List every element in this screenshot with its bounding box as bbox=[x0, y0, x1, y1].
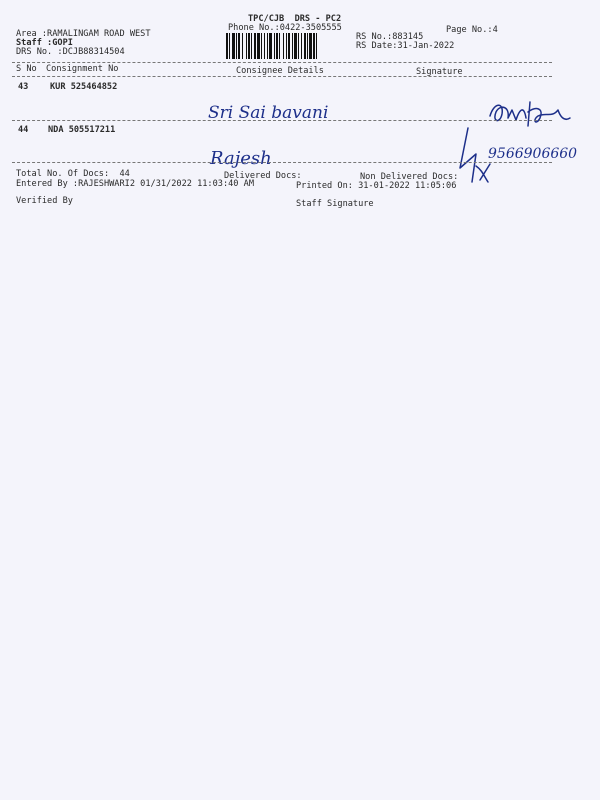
delivered-docs: Delivered Docs: bbox=[224, 171, 302, 181]
printed-on: Printed On: 31-01-2022 11:05:06 bbox=[296, 181, 457, 191]
page-number: Page No.:4 bbox=[446, 25, 498, 35]
report-title: TPC/CJB DRS - PC2 bbox=[248, 14, 342, 24]
area-field: Area :RAMALINGAM ROAD WEST bbox=[16, 29, 151, 39]
verified-by: Verified By bbox=[16, 196, 73, 206]
drs-number: DRS No. :DCJB88314504 bbox=[16, 47, 125, 57]
divider bbox=[12, 76, 552, 77]
phone-number: Phone No.:0422-3505555 bbox=[228, 23, 342, 33]
handwritten-signature-43 bbox=[486, 96, 576, 136]
col-consignment-no: Consignment No bbox=[46, 64, 119, 74]
handwritten-consignee-44 bbox=[210, 146, 320, 172]
row-44-consignment: NDA 505517211 bbox=[48, 125, 116, 135]
row-44-sno: 44 bbox=[18, 125, 29, 135]
divider bbox=[12, 62, 552, 63]
col-sno: S No bbox=[16, 64, 37, 74]
divider bbox=[12, 120, 552, 121]
col-consignee-details: Consignee Details bbox=[236, 66, 324, 76]
svg-text:Sri Sai bavani: Sri Sai bavani bbox=[208, 103, 329, 123]
svg-text:9566906660: 9566906660 bbox=[488, 146, 578, 162]
non-delivered-docs: Non Delivered Docs: bbox=[360, 172, 459, 182]
svg-text:Rajesh: Rajesh bbox=[210, 148, 272, 169]
divider bbox=[12, 162, 552, 163]
rs-number: RS No.:883145 bbox=[356, 32, 424, 42]
row-43-consignment: KUR 525464852 bbox=[50, 82, 118, 92]
entered-by: Entered By :RAJESHWARI2 01/31/2022 11:03:40 AM bbox=[16, 179, 254, 189]
rs-date: RS Date:31-Jan-2022 bbox=[356, 41, 455, 51]
barcode bbox=[226, 33, 348, 59]
staff-signature: Staff Signature bbox=[296, 199, 374, 209]
handwritten-consignee-43 bbox=[208, 100, 388, 128]
staff-field: Staff :GOPI bbox=[16, 38, 73, 48]
total-docs: Total No. Of Docs: 44 bbox=[16, 169, 130, 179]
row-43-sno: 43 bbox=[18, 82, 29, 92]
col-signature: Signature bbox=[416, 67, 463, 77]
